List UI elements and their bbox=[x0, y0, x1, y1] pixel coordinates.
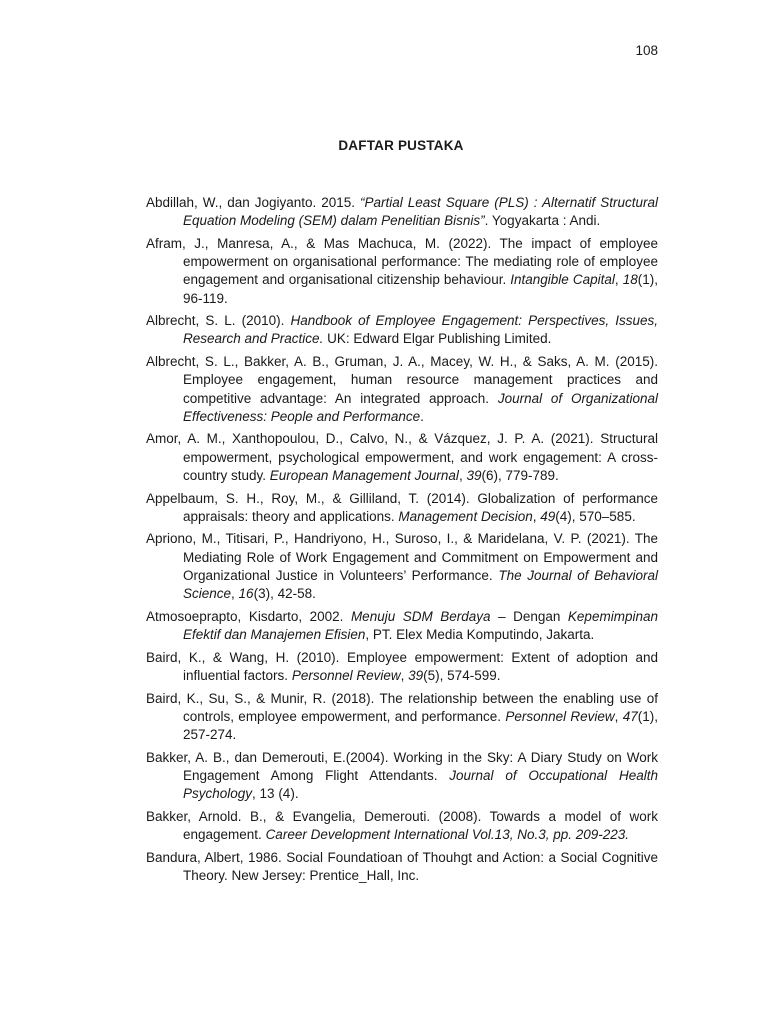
reference-italic-text: Menuju SDM Berdaya bbox=[350, 608, 491, 624]
reference-text: , bbox=[400, 667, 409, 683]
reference-entry bbox=[146, 490, 658, 526]
reference-italic-text: 16 bbox=[238, 586, 254, 602]
reference-entry bbox=[146, 849, 658, 885]
reference-italic-text: European Management Journal bbox=[269, 467, 459, 483]
reference-text: Apriono, M., Titisari, P., Handriyono, H., Suroso, I., & Maridelana, V. P. (2021). The Mediating Role of Work Engagement and Commitment on Empowerment and Organizational Justice in Volunteers’ Performance. bbox=[146, 531, 658, 583]
reference-text: Appelbaum, S. H., Roy, M., & Gilliland, T. (2014). Globalization of performance appraisals: theory and applications. bbox=[146, 490, 658, 524]
reference-text: Albrecht, S. L. (2010). bbox=[146, 313, 291, 329]
reference-text: Baird, K., Su, S., & Munir, R. (2018). The relationship between the enabling use of controls, employee empowerment, and performance. bbox=[146, 690, 658, 724]
reference-italic-text: 18 bbox=[622, 272, 638, 288]
reference-text: , bbox=[614, 708, 623, 724]
reference-text: Afram, J., Manresa, A., & Mas Machuca, M. (2022). The impact of employee empowerment on organisational performance: The mediating role of employee engagement and organisational citizenship behaviour. bbox=[146, 235, 658, 288]
reference-italic-text: Journal of Occupational Health Psychology bbox=[183, 767, 658, 802]
reference-entry bbox=[146, 353, 658, 426]
reference-text: Abdillah, W., dan Jogiyanto. 2015. bbox=[146, 195, 361, 210]
reference-entry bbox=[146, 194, 658, 230]
reference-italic-text: Intangible Capital bbox=[510, 272, 615, 288]
reference-italic-text: Management Decision bbox=[398, 508, 533, 524]
reference-text: . bbox=[420, 408, 424, 424]
reference-text: Baird, K., & Wang, H. (2010). Employee empowerment: Extent of adoption and influential factors. bbox=[146, 649, 658, 683]
reference-entry bbox=[146, 749, 658, 804]
reference-entry bbox=[146, 690, 658, 745]
reference-entry bbox=[146, 608, 658, 644]
reference-italic-text: Handbook of Employee Engagement: Perspectives, Issues, Research and Practice. bbox=[183, 313, 658, 347]
reference-italic-text: “Partial Least Square (PLS) : Alternatif Structural Equation Modeling (SEM) dalam Penelitian Bisnis” bbox=[183, 195, 658, 229]
reference-text: , 13 (4). bbox=[252, 786, 299, 802]
reference-italic-text: Personnel Review bbox=[291, 667, 401, 683]
reference-text: Bandura, Albert, 1986. Social Foundatioan of Thouhgt and Action: a Social Cognitive Theory. New Jersey: Prentice_Hall, Inc. bbox=[146, 849, 658, 883]
reference-entry bbox=[146, 235, 658, 308]
reference-entry bbox=[146, 312, 658, 348]
reference-text: Atmosoeprapto, Kisdarto, 2002. bbox=[146, 608, 351, 624]
reference-italic-text: Personnel Review bbox=[505, 708, 615, 724]
reference-list bbox=[146, 194, 658, 890]
reference-entry bbox=[146, 649, 658, 685]
reference-italic-text: Journal of Organizational Effectiveness: People and Performance bbox=[183, 390, 658, 424]
reference-text: – Dengan bbox=[490, 608, 568, 624]
reference-text: UK: Edward Elgar Publishing Limited. bbox=[323, 331, 552, 347]
reference-entry bbox=[146, 430, 658, 485]
page-number: 108 bbox=[635, 43, 658, 58]
reference-text: (5), 574-599. bbox=[423, 667, 501, 683]
reference-italic-text: Career Development International Vol.13, No.3, pp. 209-223. bbox=[265, 827, 630, 842]
reference-text: , PT. Elex Media Komputindo, Jakarta. bbox=[365, 626, 595, 642]
reference-text: (6), 779-789. bbox=[481, 467, 559, 483]
reference-italic-text: 47 bbox=[622, 708, 638, 724]
reference-text: , bbox=[458, 467, 467, 483]
reference-italic-text: The Journal of Behavioral Science bbox=[183, 567, 658, 602]
reference-text: , bbox=[614, 272, 623, 288]
reference-italic-text: Kepemimpinan Efektif dan Manajemen Efisien bbox=[183, 608, 658, 642]
reference-text: Amor, A. M., Xanthopoulou, D., Calvo, N., & Vázquez, J. P. A. (2021). Structural empowerment, psychological empowerment, and work engagement: A cross-country study. bbox=[146, 431, 658, 483]
reference-text: (4), 570–585. bbox=[555, 508, 636, 524]
reference-italic-text: 39 bbox=[466, 467, 482, 483]
reference-text: (1), 96-119. bbox=[183, 272, 658, 306]
reference-italic-text: 49 bbox=[540, 508, 556, 524]
reference-text: (1), 257-274. bbox=[183, 708, 658, 742]
reference-text: (3), 42-58. bbox=[253, 586, 316, 602]
reference-text: Bakker, Arnold. B., & Evangelia, Demerouti. (2008). Towards a model of work engagement. bbox=[146, 808, 658, 842]
reference-text: . Yogyakarta : Andi. bbox=[484, 213, 601, 229]
reference-text: , bbox=[532, 508, 541, 524]
reference-italic-text: 39 bbox=[408, 667, 424, 683]
reference-text: Bakker, A. B., dan Demerouti, E.(2004). Working in the Sky: A Diary Study on Work Engagement Among Flight Attendants. bbox=[146, 749, 658, 783]
page-title: DAFTAR PUSTAKA bbox=[338, 138, 464, 153]
reference-text: Albrecht, S. L., Bakker, A. B., Gruman, J. A., Macey, W. H., & Saks, A. M. (2015). Employee engagement, human resource management practices and competitive advantage: An integrated approach. bbox=[146, 354, 658, 406]
reference-entry bbox=[146, 808, 658, 844]
reference-entry bbox=[146, 530, 658, 603]
reference-text: , bbox=[231, 586, 239, 602]
